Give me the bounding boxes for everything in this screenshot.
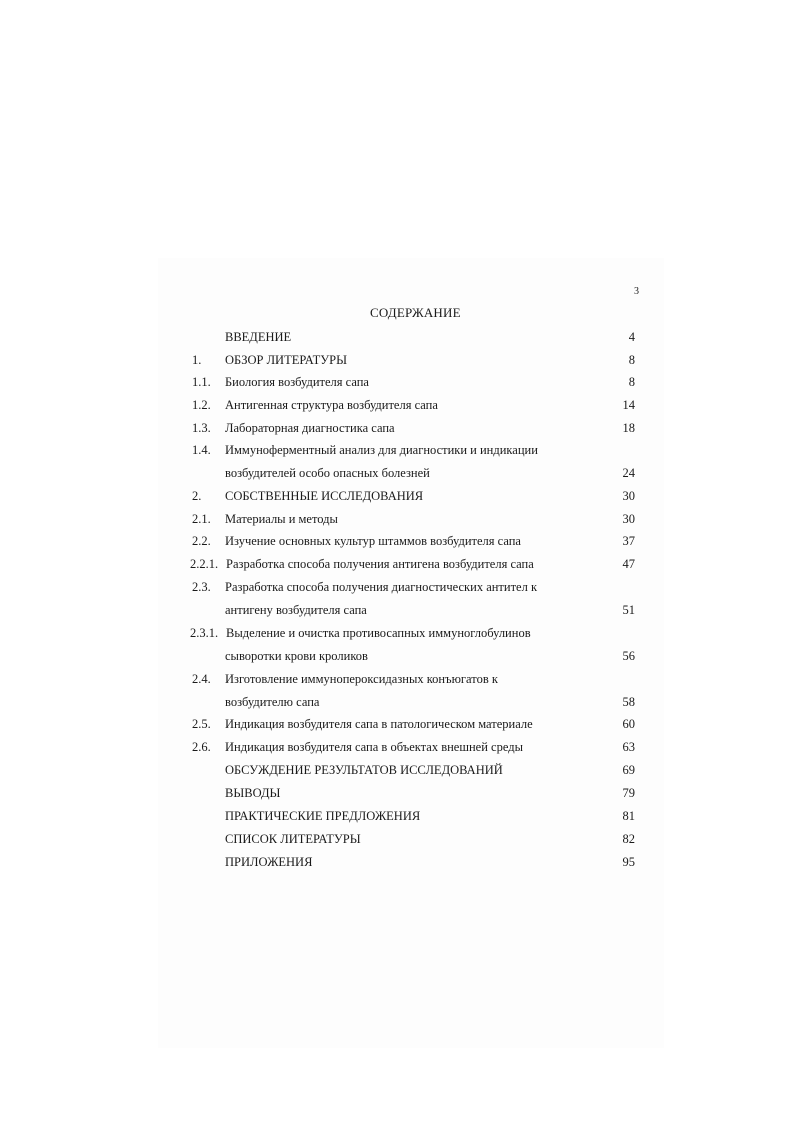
toc-row-page: 60 — [622, 717, 635, 731]
toc-row-title: СПИСОК ЛИТЕРАТУРЫ — [225, 832, 361, 846]
toc-row — [0, 829, 795, 849]
toc-row-number: 1.4. — [192, 443, 211, 457]
toc-row-title: ВЫВОДЫ — [225, 786, 281, 800]
toc-row-title: возбудителю сапа — [225, 695, 320, 709]
toc-row-title: Индикация возбудителя сапа в патологическом материале — [225, 717, 533, 731]
toc-row-page: 18 — [622, 421, 635, 435]
toc-row-title: Лабораторная диагностика сапа — [225, 421, 395, 435]
toc-row-page: 82 — [622, 832, 635, 846]
toc-row — [0, 806, 795, 826]
toc-row-number: 2.4. — [192, 672, 211, 686]
toc-row — [0, 350, 795, 370]
toc-row-page: 63 — [622, 740, 635, 754]
toc-row-page: 14 — [622, 398, 635, 412]
toc-row-title: ПРАКТИЧЕСКИЕ ПРЕДЛОЖЕНИЯ — [225, 809, 421, 823]
toc-row — [0, 486, 795, 506]
toc-row — [0, 600, 795, 620]
toc-row-number: 1.1. — [192, 375, 211, 389]
toc-row — [0, 623, 795, 643]
toc-row-title: Антигенная структура возбудителя сапа — [225, 398, 438, 412]
toc-row-number: 2.3.1. — [190, 626, 219, 640]
toc-row-page: 58 — [622, 695, 635, 709]
toc-row-title: Индикация возбудителя сапа в объектах внешней среды — [225, 740, 523, 754]
toc-row-title: Выделение и очистка противосапных иммуноглобулинов — [226, 626, 531, 640]
toc-row-page: 95 — [622, 855, 635, 869]
toc-title: СОДЕРЖАНИЕ — [370, 305, 461, 320]
toc-row — [0, 418, 795, 438]
toc-row-title: ВВЕДЕНИЕ — [225, 330, 292, 344]
toc-row-page: 79 — [622, 786, 635, 800]
toc-row-title: Биология возбудителя сапа — [225, 375, 369, 389]
toc-row-number: 1.2. — [192, 398, 211, 412]
toc-row-page: 37 — [622, 534, 635, 548]
toc-row — [0, 692, 795, 712]
toc-row — [0, 714, 795, 734]
toc-row-page: 81 — [622, 809, 635, 823]
toc-row-number: 2.1. — [192, 512, 211, 526]
toc-row — [0, 531, 795, 551]
toc-row-number: 2.2. — [192, 534, 211, 548]
toc-row-title: Разработка способа получения диагностических антител к — [225, 580, 538, 594]
toc-row — [0, 577, 795, 597]
toc-row — [0, 440, 795, 460]
toc-row-number: 1. — [192, 353, 202, 367]
toc-row-page: 24 — [622, 466, 635, 480]
toc-row — [0, 737, 795, 757]
toc-row-title: ОБЗОР ЛИТЕРАТУРЫ — [225, 353, 347, 367]
toc-row-title: ПРИЛОЖЕНИЯ — [225, 855, 313, 869]
toc-row-number: 1.3. — [192, 421, 211, 435]
toc-row-number: 2.6. — [192, 740, 211, 754]
toc-row-title: сыворотки крови кроликов — [225, 649, 368, 663]
page-number: 3 — [634, 286, 639, 297]
toc-row — [0, 852, 795, 872]
toc-row-title: возбудителей особо опасных болезней — [225, 466, 430, 480]
toc-row — [0, 327, 795, 347]
toc-row-title: Изготовление иммунопероксидазных конъюгатов к — [225, 672, 498, 686]
toc-row-page: 4 — [628, 330, 635, 344]
toc-row-title: ОБСУЖДЕНИЕ РЕЗУЛЬТАТОВ ИССЛЕДОВАНИЙ — [225, 763, 503, 777]
toc-row — [0, 669, 795, 689]
toc-row-page: 8 — [628, 375, 635, 389]
toc-row-page: 30 — [622, 489, 635, 503]
toc-row-number: 2. — [192, 489, 202, 503]
toc-row-title: антигену возбудителя сапа — [225, 603, 367, 617]
toc-row — [0, 509, 795, 529]
toc-row-page: 69 — [622, 763, 635, 777]
toc-row-page: 47 — [622, 557, 635, 571]
toc-row-title: СОБСТВЕННЫЕ ИССЛЕДОВАНИЯ — [225, 489, 424, 503]
toc-row-number: 2.3. — [192, 580, 211, 594]
toc-row-title: Материалы и методы — [225, 512, 338, 526]
toc-row-number: 2.5. — [192, 717, 211, 731]
toc-row-page: 30 — [622, 512, 635, 526]
toc-row-number: 2.2.1. — [190, 557, 219, 571]
toc-row — [0, 372, 795, 392]
toc-row-page: 51 — [622, 603, 635, 617]
toc-row — [0, 554, 795, 574]
toc-row-page: 8 — [628, 353, 635, 367]
toc-row — [0, 783, 795, 803]
toc-row — [0, 395, 795, 415]
toc-row — [0, 760, 795, 780]
toc-row-title: Разработка способа получения антигена возбудителя сапа — [226, 557, 534, 571]
toc-row-title: Иммуноферментный анализ для диагностики и индикации — [225, 443, 538, 457]
toc-row — [0, 646, 795, 666]
toc-row — [0, 463, 795, 483]
toc-row-title: Изучение основных культур штаммов возбудителя сапа — [225, 534, 521, 548]
toc-row-page: 56 — [622, 649, 635, 663]
